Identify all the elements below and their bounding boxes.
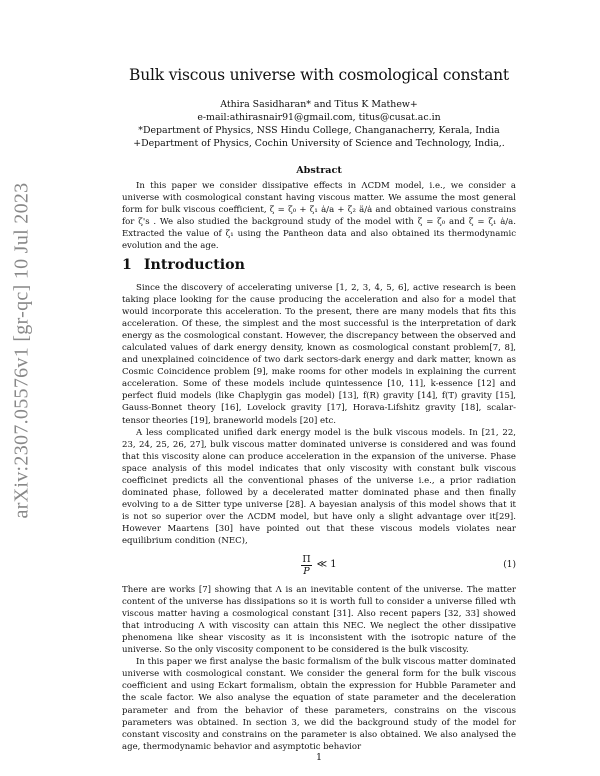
introduction-body bbox=[122, 282, 516, 753]
author-emails: e-mail:athirasnair91@gmail.com, titus@cusat.ac.in bbox=[197, 112, 441, 123]
equation-relation: ≪ 1 bbox=[316, 559, 337, 570]
affiliation-2: +Department of Physics, Cochin University of Science and Technology, India,. bbox=[133, 138, 505, 149]
section-title: Introduction bbox=[143, 257, 245, 273]
paragraph: In this paper we first analyse the basic formalism of the bulk viscous matter dominated universe with cosmological constant. We consider the general form for the bulk viscous coefficient and using Eckart formalism, obtain the expression for Hubble Parameter and the scale factor. We also analyse the equation of state parameter and the deceleration parameter and from the behavior of these parameters, constrains on the viscous parameters was obtained. In section 3, we did the background study of the model for constant viscosity and constrains on the parameter is also obtained. We also analysed the age, thermodynamic behavior and asymptotic behavior bbox=[122, 657, 516, 752]
equation-1 bbox=[122, 548, 516, 582]
equation-number: (1) bbox=[503, 560, 516, 570]
paragraph: Since the discovery of accelerating universe [1, 2, 3, 4, 5, 6], active research is been taking place looking for the cause producing the acceleration and also for a model that would incorporate this acceleration. To the present, there are many models that fits this acceleration. Of these, the simplest and the most successful is the interpretation of dark energy as the cosmological constant. However, the discrepancy between the observed and calculated values of dark energy density, known as cosmological constant problem[7, 8], and unexplained coincidence of two dark sectors-dark energy and dark matter, known as Cosmic Coincidence problem [9], make rooms for other models in explaining the current acceleration. Some of these models include quintessence [10, 11], k-essence [12] and perfect fluid models (like Chaplygin gas model) [13], f(R) gravity [14], f(T) gravity [15], Gauss-Bonnet theory [16], Lovelock gravity [17], Horava-Lifshitz gravity [18], scalar-tensor theories [19], braneworld models [20] etc. bbox=[122, 283, 516, 426]
paragraph: A less complicated unified dark energy model is the bulk viscous models. In [21, 22, 23, 24, 25, 26, 27], bulk viscous matter dominated universe is considered and was found that this viscosity alone can produce acceleration in the expansion of the universe. Phase space analysis of this model indicates that only viscosity with constant bulk viscous coefficinet predicts all the conventional phases of the universe i.e., a prior radiation dominated phase, followed by a decelerated matter dominated phase and then finally evolving to a de Sitter type universe [28]. A bayesian analysis of this model shows that it is not so superior over the ΛCDM model, but have only a slight advantage over it[29]. However Maartens [30] have pointed out that these viscous models violates near equilibrium condition (NEC), bbox=[122, 427, 516, 546]
section-heading bbox=[122, 257, 245, 273]
equation-numerator: Π bbox=[302, 553, 311, 565]
equation-denominator: P bbox=[303, 565, 310, 577]
abstract-heading: Abstract bbox=[296, 165, 342, 176]
paragraph: There are works [7] showing that Λ is an inevitable content of the universe. The matter content of the universe has dissipations so it is worth full to consider a universe filled wth viscous matter having a cosmological constant [31]. Also recent papers [32, 33] showed that introducing Λ with viscosity can attain this NEC. We neglect the other dissipative phenomena like shear viscosity as it is inconsistent with the isotropic nature of the universe. So the only viscosity component to be considered is the bulk viscosity. bbox=[122, 585, 516, 656]
section-number: 1 bbox=[122, 257, 132, 273]
affiliation-1: *Department of Physics, NSS Hindu College, Changanacherry, Kerala, India bbox=[138, 125, 500, 136]
abstract-text: In this paper we consider dissipative effects in ΛCDM model, i.e., we consider a universe with cosmological constant having viscous matter. We assume the most general form for bulk viscous coefficient, ζ = ζ₀ + ζ₁ ȧ/a + ζ₂ ä/ȧ and obtained various constrains for ζ's . We also studied the background study of the model with ζ = ζ₀ and ζ = ζ₁ ȧ/a. Extracted the value of ζ₁ using the Pantheon data and also obtained its thermodynamic evolution and the age. bbox=[122, 181, 516, 252]
paper-title: Bulk viscous universe with cosmological constant bbox=[129, 66, 509, 84]
author-list: Athira Sasidharan* and Titus K Mathew+ bbox=[220, 99, 418, 110]
equation-fraction bbox=[301, 554, 311, 577]
arxiv-stamp bbox=[2, 140, 42, 560]
arxiv-identifier: arXiv:2307.05576v1 [gr-qc] 10 Jul 2023 bbox=[10, 182, 33, 518]
page-number: 1 bbox=[315, 752, 323, 763]
